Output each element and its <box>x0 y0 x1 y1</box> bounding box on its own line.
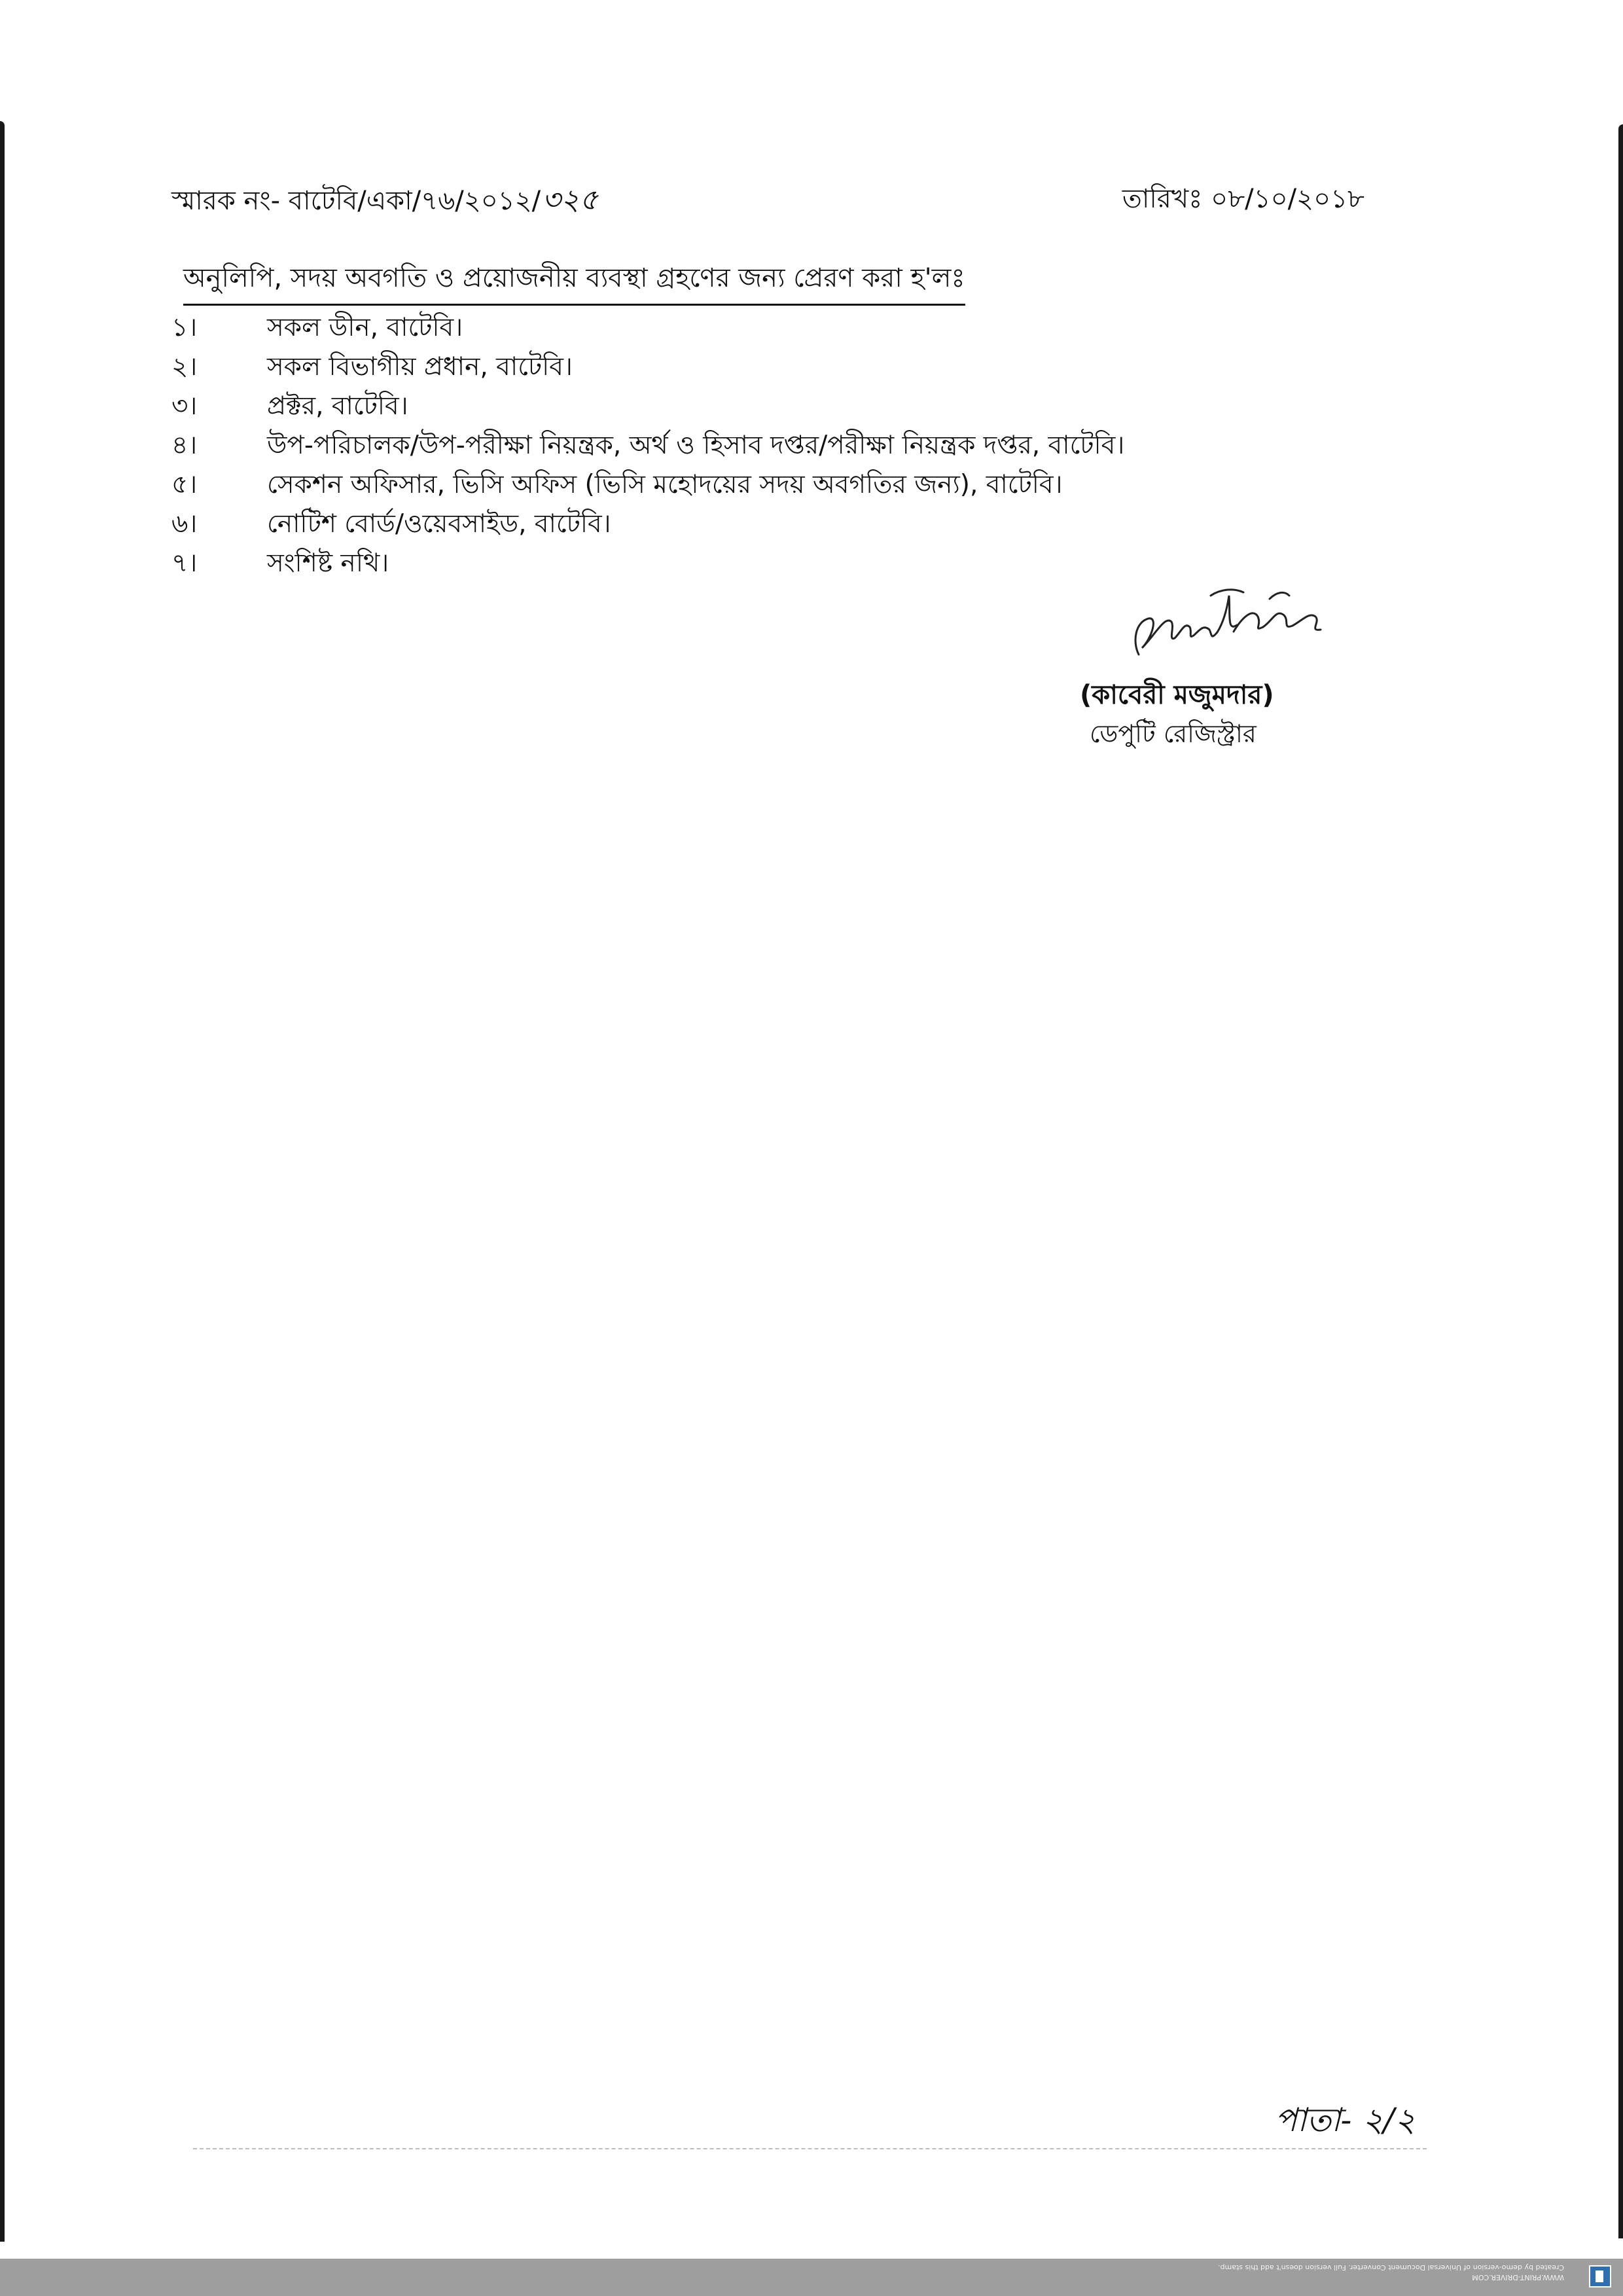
converter-logo-icon <box>1589 2265 1611 2287</box>
footer-divider <box>193 2148 1427 2149</box>
list-item-text: উপ-পরিচালক/উপ-পরীক্ষা নিয়ন্ত্রক, অর্থ ও হিসাব দপ্তর/পরীক্ষা নিয়ন্ত্রক দপ্তর, বাটেবি। <box>267 431 1125 460</box>
converter-stamp-bar <box>0 2259 1623 2296</box>
list-item-number: ২। <box>171 352 198 382</box>
stamp-line-1: WWW.PRINT-DRIVER.COM <box>1472 2273 1564 2282</box>
converter-stamp-text <box>1218 2263 1564 2282</box>
list-item-text: নোটিশ বোর্ড/ওয়েবসাইড, বাটেবি। <box>267 509 611 539</box>
list-item-number: ৪। <box>171 431 198 460</box>
list-item-text: প্রক্টর, বাটেবি। <box>267 391 408 421</box>
list-item-text: সকল ডীন, বাটেবি। <box>267 313 463 342</box>
list-item-text: সংশিষ্ট নথি। <box>267 548 389 578</box>
handwritten-signature <box>1113 569 1329 674</box>
page-number-note: পাতা- ২/২ <box>1275 2101 1416 2139</box>
memo-number <box>171 178 598 226</box>
list-item-number: ৫। <box>171 470 198 499</box>
list-item-number: ৭। <box>171 548 198 578</box>
scan-edge-left <box>0 121 5 2242</box>
signatory-name: (কাবেরী মজুমদার) <box>1080 680 1274 710</box>
list-item-number: ৩। <box>171 391 198 421</box>
stamp-line-2: Created by demo-version of Universal Document Converter. Full version doesn't add this stamp. <box>1218 2263 1564 2272</box>
memo-prefix: স্মারক নং- বাটেবি/একা/৭৬/২০১২/ <box>171 186 541 216</box>
list-item-text: সেকশন অফিসার, ভিসি অফিস (ভিসি মহোদয়ের সদয় অবগতির জন্য), বাটেবি। <box>267 470 1063 499</box>
memo-date: তারিখঃ ০৮/১০/২০১৮ <box>1122 184 1364 214</box>
list-item-number: ৬। <box>171 509 198 539</box>
list-item-text: সকল বিভাগীয় প্রধান, বাটেবি। <box>267 352 573 382</box>
scan-edge-right <box>1618 124 1623 2238</box>
signatory-title: ডেপুটি রেজিস্ট্রার <box>1090 719 1257 748</box>
cc-heading: অনুলিপি, সদয় অবগতি ও প্রয়োজনীয় ব্যবস্থা গ্রহণের জন্য প্রেরণ করা হ'লঃ <box>183 257 965 306</box>
memo-handwritten-number: ৩২৫ <box>542 183 598 217</box>
list-item-number: ১। <box>171 313 198 342</box>
